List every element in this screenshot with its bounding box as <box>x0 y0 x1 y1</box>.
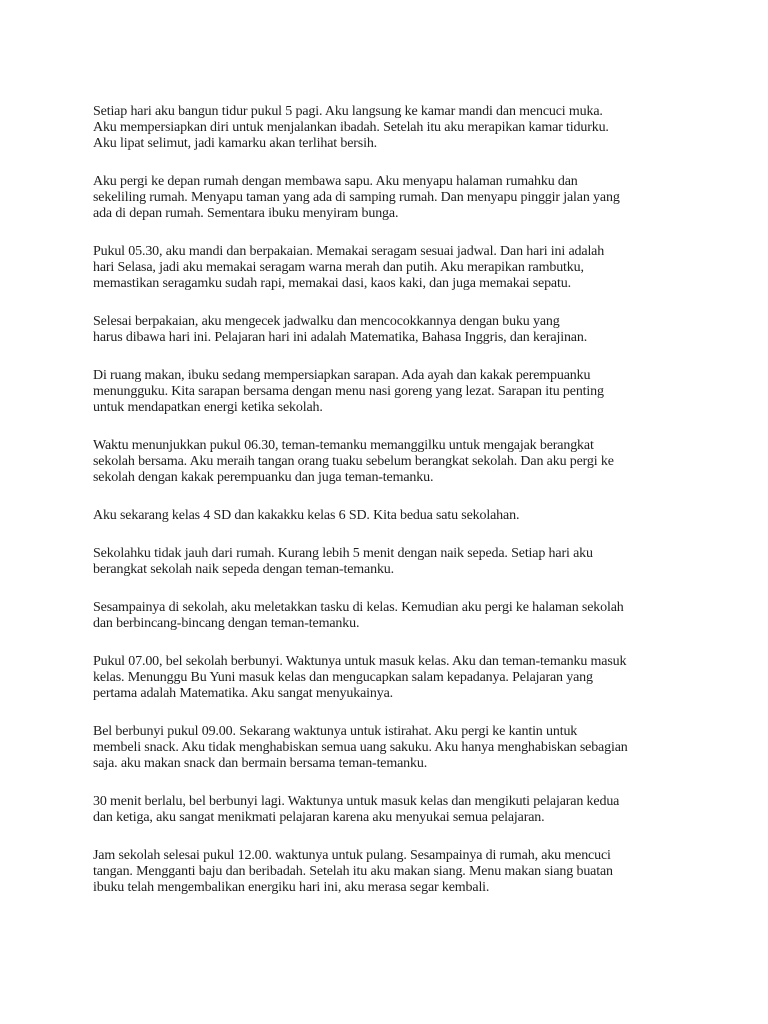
paragraph: 30 menit berlalu, bel berbunyi lagi. Waktunya untuk masuk kelas dan mengikuti pelajaran kedua dan ketiga, aku sangat menikmati pelajaran karena aku menyukai semua pelajaran. <box>93 794 620 825</box>
document-page <box>93 104 683 896</box>
paragraph: Sesampainya di sekolah, aku meletakkan tasku di kelas. Kemudian aku pergi ke halaman sekolah dan berbincang-bincang dengan teman-temanku. <box>93 600 624 631</box>
paragraph: Setiap hari aku bangun tidur pukul 5 pagi. Aku langsung ke kamar mandi dan mencuci muka. Aku mempersiapkan diri untuk menjalankan ibadah. Setelah itu aku merapikan kamar tidurku. Aku lipat selimut, jadi kamarku akan terlihat bersih. <box>93 104 609 151</box>
paragraph: Aku pergi ke depan rumah dengan membawa sapu. Aku menyapu halaman rumahku dan sekeliling rumah. Menyapu taman yang ada di samping rumah. Dan menyapu pinggir jalan yang ada di depan rumah. Sementara ibuku menyiram bunga. <box>93 174 620 221</box>
paragraph: Sekolahku tidak jauh dari rumah. Kurang lebih 5 menit dengan naik sepeda. Setiap hari aku berangkat sekolah naik sepeda dengan teman-temanku. <box>93 546 593 577</box>
paragraph: Pukul 07.00, bel sekolah berbunyi. Waktunya untuk masuk kelas. Aku dan teman-temanku masuk kelas. Menunggu Bu Yuni masuk kelas dan mengucapkan salam kepadanya. Pelajaran yang pertama adalah Matematika. Aku sangat menyukainya. <box>93 654 627 701</box>
paragraph: Aku sekarang kelas 4 SD dan kakakku kelas 6 SD. Kita bedua satu sekolahan. <box>93 508 520 523</box>
paragraph: Di ruang makan, ibuku sedang mempersiapkan sarapan. Ada ayah dan kakak perempuanku menungguku. Kita sarapan bersama dengan menu nasi goreng yang lezat. Sarapan itu penting untuk mendapatkan energi ketika sekolah. <box>93 368 604 415</box>
paragraph: Jam sekolah selesai pukul 12.00. waktunya untuk pulang. Sesampainya di rumah, aku mencuci tangan. Mengganti baju dan beribadah. Setelah itu aku makan siang. Menu makan siang buatan ibuku telah mengembalikan energiku hari ini, aku merasa segar kembali. <box>93 848 613 895</box>
paragraph: Bel berbunyi pukul 09.00. Sekarang waktunya untuk istirahat. Aku pergi ke kantin untuk membeli snack. Aku tidak menghabiskan semua uang sakuku. Aku hanya menghabiskan sebagian saja. aku makan snack dan bermain bersama teman-temanku. <box>93 724 628 771</box>
paragraph: Waktu menunjukkan pukul 06.30, teman-temanku memanggilku untuk mengajak berangkat sekolah bersama. Aku meraih tangan orang tuaku sebelum berangkat sekolah. Dan aku pergi ke sekolah dengan kakak perempuanku dan juga teman-temanku. <box>93 438 614 485</box>
paragraph: Selesai berpakaian, aku mengecek jadwalku dan mencocokkannya dengan buku yang harus dibawa hari ini. Pelajaran hari ini adalah Matematika, Bahasa Inggris, dan kerajinan. <box>93 314 588 345</box>
paragraph: Pukul 05.30, aku mandi dan berpakaian. Memakai seragam sesuai jadwal. Dan hari ini adalah hari Selasa, jadi aku memakai seragam warna merah dan putih. Aku merapikan rambutku, memastikan seragamku sudah rapi, memakai dasi, kaos kaki, dan juga memakai sepatu. <box>93 244 605 291</box>
